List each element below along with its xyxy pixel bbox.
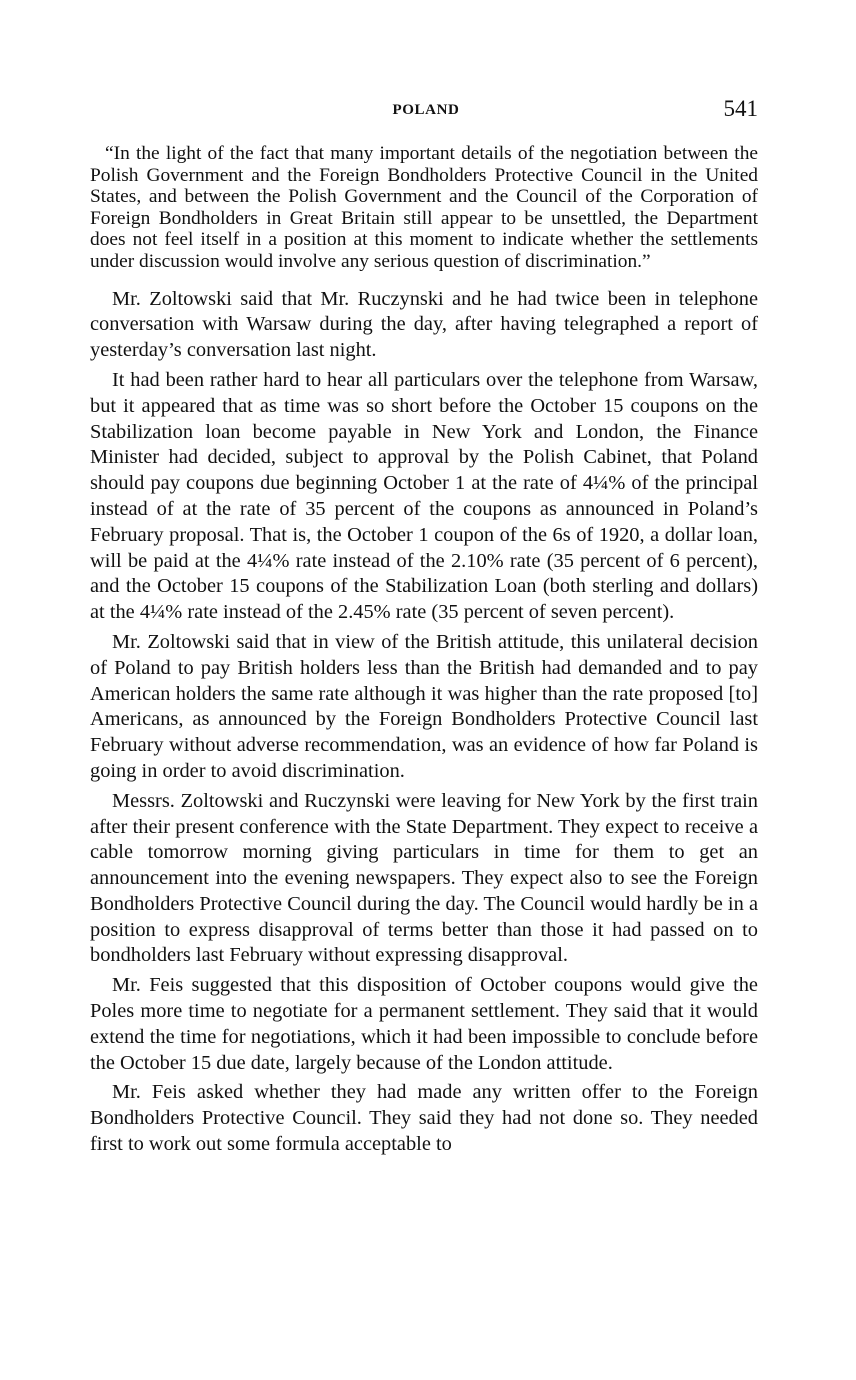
body-text	[90, 143, 758, 1162]
quoted-statement: “In the light of the fact that many important details of the negotiation between the Polish Government and the Foreign Bondholders Protective Council in the United States, and between the Polish Government and the Council of the Corporation of Foreign Bondholders in Great Britain still appear to be unsettled, the Department does not feel itself in a position at this moment to indicate whether the settlements under discussion would involve any serious question of discrimination.”	[90, 143, 758, 272]
paragraph-coupon-rates: It had been rather hard to hear all particulars over the telephone from Warsaw, but it appeared that as time was so short before the October 15 coupons on the Stabilization loan become payable in New York and London, the Finance Minister had decided, subject to approval by the Polish Cabinet, that Poland should pay coupons due beginning October 1 at the rate of 4¼% of the principal instead of at the rate of 35 percent of the coupons as announced in Poland’s February proposal. That is, the October 1 coupon of the 6s of 1920, a dollar loan, will be paid at the 4¼% rate instead of the 2.10% rate (35 percent of 6 percent), and the October 15 coupons of the Stabilization Loan (both sterling and dollars) at the 4¼% rate instead of the 2.45% rate (35 percent of seven percent).	[90, 368, 758, 624]
running-head	[90, 98, 762, 128]
paragraph-written-offer: Mr. Feis asked whether they had made any written offer to the Foreign Bondholders Protective Council. They said they had not done so. They needed first to work out some formula acceptable to	[90, 1081, 758, 1156]
paragraph-feis-suggestion: Mr. Feis suggested that this disposition of October coupons would give the Poles more time to negotiate for a permanent settlement. They said that it would extend the time for negotiations, which it had been impossible to conclude before the October 15 due date, largely because of the London attitude.	[90, 974, 758, 1074]
page-number: 541	[723, 96, 758, 121]
paragraph-new-york-trip: Messrs. Zoltowski and Ruczynski were leaving for New York by the first train after their present conference with the State Department. They expect to receive a cable tomorrow morning giving particulars in time for them to get an announcement into the evening newspapers. They expect also to see the Foreign Bondholders Protective Council during the day. The Council would hardly be in a position to express disapproval of terms better than those it had passed on to bondholders last February without expressing disapproval.	[90, 789, 758, 967]
running-title: POLAND	[392, 102, 460, 118]
paragraph-telephone-conversation: Mr. Zoltowski said that Mr. Ruczynski and he had twice been in telephone conversation with Warsaw during the day, after having telegraphed a report of yesterday’s conversation last night.	[90, 287, 758, 362]
paragraph-british-attitude: Mr. Zoltowski said that in view of the British attitude, this unilateral decision of Poland to pay British holders less than the British had demanded and to pay American holders the same rate although it was higher than the rate proposed [to] Americans, as announced by the Foreign Bondholders Protective Council last February without adverse recommendation, was an evidence of how far Poland is going in order to avoid discrimination.	[90, 630, 758, 782]
